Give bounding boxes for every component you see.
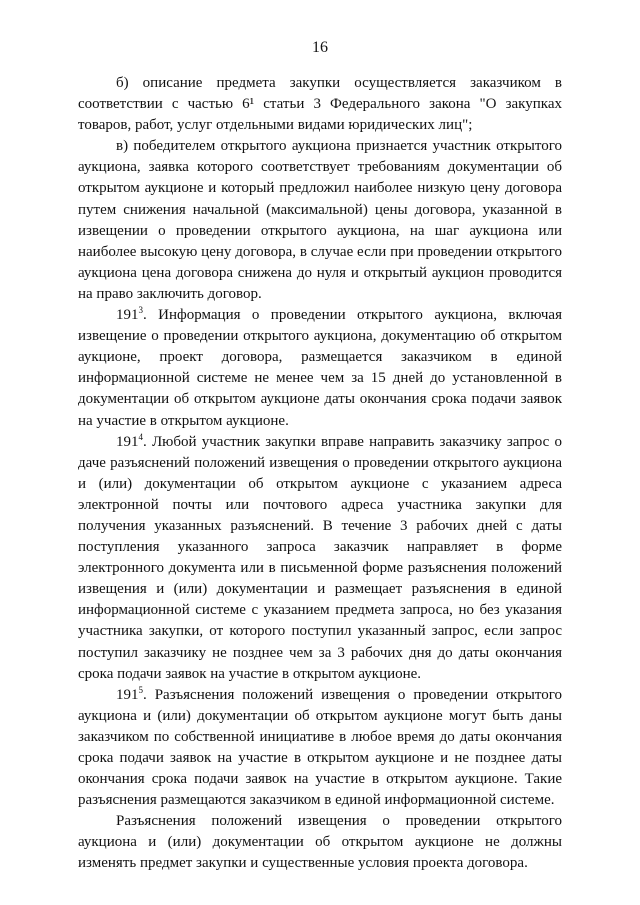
- paragraph-text: Разъяснения положений извещения о проведении открытого аукциона и (или) документации об открытом аукционе не должны изменять предмет закупки и существенные условия проекта договора.: [78, 813, 562, 872]
- paragraph-v-auction-winner: [78, 136, 562, 305]
- clause-superscript: 4: [138, 431, 143, 442]
- paragraph-191-5: [78, 685, 562, 812]
- document-body: [78, 73, 562, 875]
- clause-superscript: 3: [138, 305, 143, 316]
- page-number: 16: [312, 39, 328, 56]
- clause-number: 191: [116, 433, 139, 450]
- paragraph-text: . Информация о проведении открытого аукциона, включая извещение о проведении открытого аукциона, документацию об открытом аукционе, проект договора, размещается заказчиком в единой информационной системе не менее чем за 15 дней до установленной в документации об открытом аукционе даты окончания срока подачи заявок на участие в открытом аукционе.: [78, 307, 562, 429]
- paragraph-text: в) победителем открытого аукциона признается участник открытого аукциона, заявка которого соответствует требованиям документации об открытом аукционе и который предложил наиболее низкую цену договора путем снижения начальной (максимальной) цены договора, указанной в извещении о проведении открытого аукциона, на шаг аукциона или наиболее высокую цену договора, в случае если при проведении открытого аукциона цена договора снижена до нуля и открытый аукцион проводится на право заключить договор.: [78, 138, 562, 302]
- paragraph-191-4: [78, 432, 562, 685]
- clause-superscript: 5: [138, 684, 143, 695]
- paragraph-text: . Любой участник закупки вправе направить заказчику запрос о даче разъяснений положений извещения о проведении открытого аукциона и (или) документации об открытом аукционе с указанием адреса электронной почты или почтового адреса участника закупки для получения указанных разъяснений. В течение 3 рабочих дней с даты поступления указанного запроса заказчик направляет в форме электронного документа или в письменной форме разъяснения положений извещения и (или) документации и размещает разъяснения в единой информационной системе с указанием предмета запроса, но без указания участника закупки, от которого поступил указанный запрос, если запрос поступил заказчику не позднее чем за 3 рабочих дня до даты окончания срока подачи заявок на участие в открытом аукционе.: [78, 433, 562, 682]
- paragraph-191-3: [78, 305, 562, 432]
- clause-number: 191: [116, 307, 139, 324]
- paragraph-clarifications-limit: [78, 811, 562, 874]
- paragraph-text: б) описание предмета закупки осуществляется заказчиком в соответствии с частью 6¹ статьи 3 Федерального закона "О закупках товаров, работ, услуг отдельными видами юридических лиц";: [78, 75, 562, 134]
- paragraph-text: . Разъяснения положений извещения о проведении открытого аукциона и (или) документации об открытом аукционе могут быть даны заказчиком по собственной инициативе в любое время до даты окончания срока подачи заявок на участие в открытом аукционе и не позднее даты окончания срока подачи заявок на участие в открытом аукционе. Такие разъяснения размещаются заказчиком в единой информационной системе.: [78, 686, 562, 809]
- clause-number: 191: [116, 686, 139, 703]
- paragraph-b-procurement-description: [78, 73, 562, 136]
